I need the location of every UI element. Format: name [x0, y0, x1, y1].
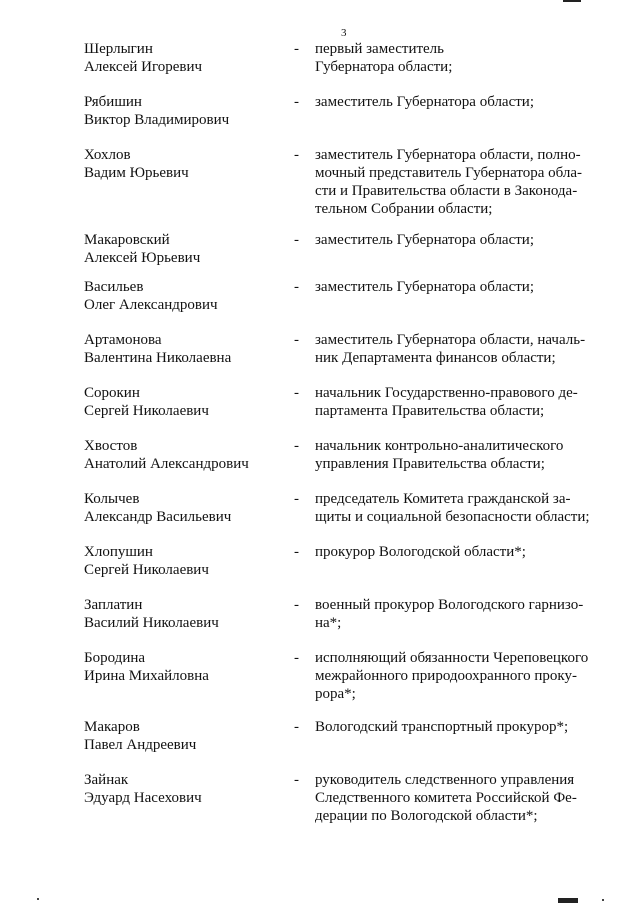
- official-surname: Хохлов: [84, 147, 131, 163]
- position-line: заместитель Губернатора области, полно-: [315, 147, 581, 163]
- position-line: руководитель следственного управления: [315, 772, 575, 788]
- position-line: заместитель Губернатора области, началь-: [315, 332, 586, 348]
- official-surname: Макаров: [84, 719, 140, 735]
- official-position: [315, 771, 605, 825]
- position-line: межрайонного природоохранного проку-: [315, 668, 578, 684]
- separator-dash: -: [294, 491, 299, 507]
- official-name: [84, 718, 284, 754]
- page-number: 3: [341, 27, 347, 39]
- scan-mark-bottom: [558, 898, 578, 903]
- position-line: управления Правительства области;: [315, 456, 545, 472]
- official-name: [84, 771, 284, 807]
- scan-dot: [602, 899, 604, 901]
- official-name: [84, 490, 284, 526]
- separator-dash: -: [294, 438, 299, 454]
- official-surname: Хлопушин: [84, 544, 153, 560]
- separator-dash: -: [294, 650, 299, 666]
- official-name: [84, 596, 284, 632]
- separator-dash: -: [294, 279, 299, 295]
- official-position: [315, 384, 605, 420]
- official-position: [315, 649, 605, 703]
- official-position: [315, 490, 605, 526]
- official-position: [315, 543, 605, 561]
- separator-dash: -: [294, 772, 299, 788]
- official-name: [84, 331, 284, 367]
- official-surname: Зайнак: [84, 772, 129, 788]
- official-given-name: Сергей Николаевич: [84, 403, 209, 419]
- position-line: на*;: [315, 615, 342, 631]
- separator-dash: -: [294, 147, 299, 163]
- official-given-name: Валентина Николаевна: [84, 350, 232, 366]
- official-surname: Бородина: [84, 650, 146, 666]
- official-given-name: Василий Николаевич: [84, 615, 219, 631]
- official-given-name: Алексей Юрьевич: [84, 250, 201, 266]
- position-line: председатель Комитета гражданской за-: [315, 491, 571, 507]
- separator-dash: -: [294, 332, 299, 348]
- position-line: рора*;: [315, 686, 356, 702]
- official-name: [84, 93, 284, 129]
- official-surname: Сорокин: [84, 385, 140, 401]
- official-surname: Колычев: [84, 491, 140, 507]
- position-line: военный прокурор Вологодского гарнизо-: [315, 597, 584, 613]
- position-line: заместитель Губернатора области;: [315, 279, 535, 295]
- official-name: [84, 231, 284, 267]
- official-given-name: Виктор Владимирович: [84, 112, 230, 128]
- official-name: [84, 384, 284, 420]
- official-surname: Хвостов: [84, 438, 138, 454]
- position-line: ник Департамента финансов области;: [315, 350, 556, 366]
- official-surname: Васильев: [84, 279, 144, 295]
- position-line: Губернатора области;: [315, 59, 453, 75]
- separator-dash: -: [294, 41, 299, 57]
- position-line: сти и Правительства области в Законода-: [315, 183, 578, 199]
- position-line: щиты и социальной безопасности области;: [315, 509, 590, 525]
- official-given-name: Ирина Михайловна: [84, 668, 209, 684]
- separator-dash: -: [294, 94, 299, 110]
- official-given-name: Вадим Юрьевич: [84, 165, 189, 181]
- official-surname: Макаровский: [84, 232, 170, 248]
- official-position: [315, 331, 605, 367]
- separator-dash: -: [294, 544, 299, 560]
- official-position: [315, 437, 605, 473]
- official-name: [84, 437, 284, 473]
- position-line: начальник Государственно-правового де-: [315, 385, 578, 401]
- official-position: [315, 596, 605, 632]
- official-given-name: Анатолий Александрович: [84, 456, 249, 472]
- official-position: [315, 231, 605, 249]
- position-line: первый заместитель: [315, 41, 445, 57]
- position-line: Следственного комитета Российской Фе-: [315, 790, 577, 806]
- separator-dash: -: [294, 719, 299, 735]
- official-name: [84, 40, 284, 76]
- position-line: дерации по Вологодской области*;: [315, 808, 538, 824]
- official-position: [315, 278, 605, 296]
- official-position: [315, 146, 605, 218]
- position-line: мочный представитель Губернатора обла-: [315, 165, 583, 181]
- position-line: партамента Правительства области;: [315, 403, 545, 419]
- official-position: [315, 718, 605, 736]
- official-given-name: Олег Александрович: [84, 297, 218, 313]
- position-line: прокурор Вологодской области*;: [315, 544, 526, 560]
- official-surname: Рябишин: [84, 94, 142, 110]
- position-line: Вологодский транспортный прокурор*;: [315, 719, 569, 735]
- official-surname: Артамонова: [84, 332, 162, 348]
- official-name: [84, 543, 284, 579]
- official-surname: Шерлыгин: [84, 41, 153, 57]
- official-name: [84, 649, 284, 685]
- separator-dash: -: [294, 232, 299, 248]
- scan-dot: [37, 898, 39, 900]
- official-name: [84, 146, 284, 182]
- official-position: [315, 40, 605, 76]
- official-surname: Заплатин: [84, 597, 143, 613]
- position-line: начальник контрольно-аналитического: [315, 438, 564, 454]
- position-line: тельном Собрании области;: [315, 201, 493, 217]
- scan-mark-top: [563, 0, 581, 2]
- official-position: [315, 93, 605, 111]
- official-given-name: Павел Андреевич: [84, 737, 197, 753]
- separator-dash: -: [294, 385, 299, 401]
- position-line: заместитель Губернатора области;: [315, 94, 535, 110]
- official-given-name: Сергей Николаевич: [84, 562, 209, 578]
- official-given-name: Александр Васильевич: [84, 509, 232, 525]
- official-given-name: Алексей Игоревич: [84, 59, 203, 75]
- position-line: заместитель Губернатора области;: [315, 232, 535, 248]
- position-line: исполняющий обязанности Череповецкого: [315, 650, 589, 666]
- official-name: [84, 278, 284, 314]
- separator-dash: -: [294, 597, 299, 613]
- official-given-name: Эдуард Насехович: [84, 790, 202, 806]
